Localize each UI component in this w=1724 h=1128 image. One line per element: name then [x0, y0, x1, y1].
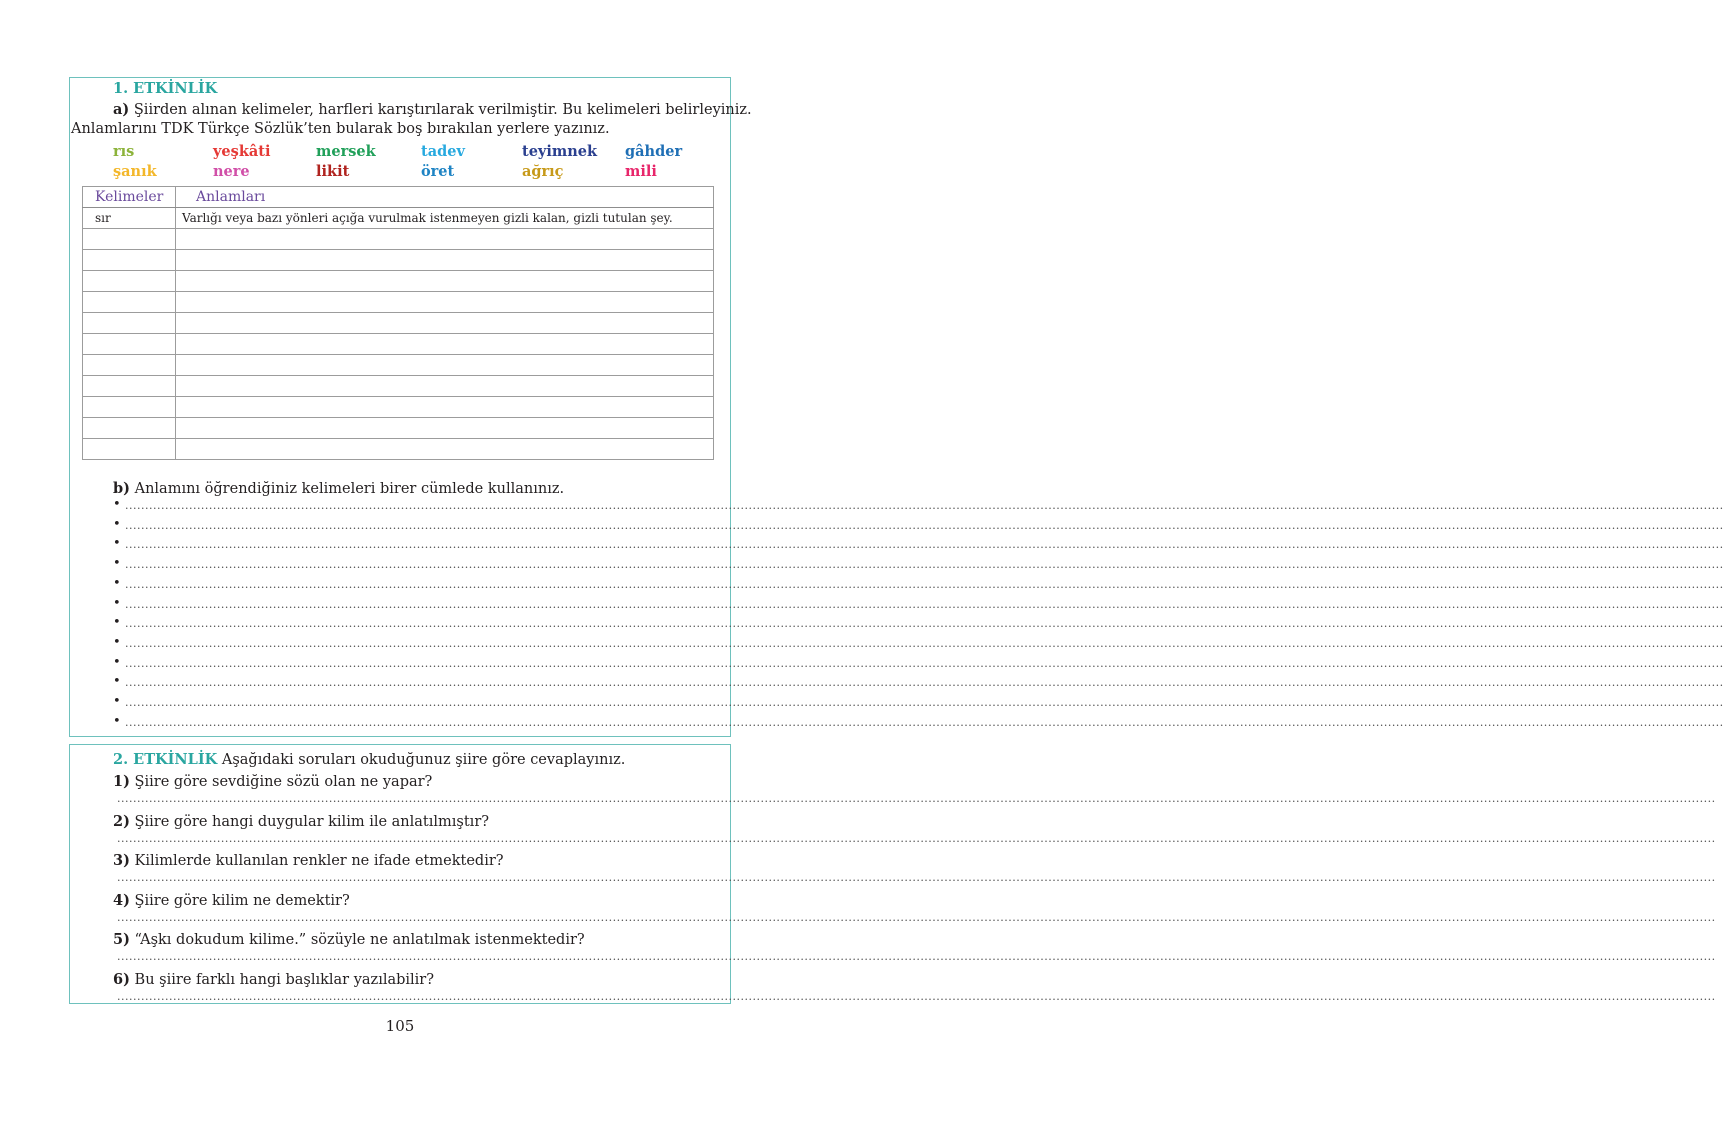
- question-5: [113, 931, 585, 948]
- table-row: [83, 250, 714, 271]
- word-cell[interactable]: [83, 334, 176, 355]
- meaning-cell[interactable]: [176, 271, 714, 292]
- answer-line[interactable]: ................................................................................................................................................................................................................................................................................................................................................................................................................: [125, 715, 1724, 729]
- part-b-text: Anlamını öğrendiğiniz kelimeleri birer cümlede kullanınız.: [130, 481, 565, 497]
- table-row: [83, 229, 714, 250]
- word-cell[interactable]: [83, 418, 176, 439]
- question-2: [113, 813, 489, 830]
- word-meaning-table: [82, 186, 714, 460]
- word-cell[interactable]: [83, 376, 176, 397]
- meaning-cell[interactable]: [176, 292, 714, 313]
- question-text: Kilimlerde kullanılan renkler ne ifade etmektedir?: [129, 853, 504, 869]
- table-row: [83, 334, 714, 355]
- table-header-row: [83, 187, 714, 208]
- meaning-cell[interactable]: [176, 313, 714, 334]
- scrambled-word: öret: [421, 163, 455, 180]
- answer-line[interactable]: ................................................................................................................................................................................................................................................................................................................................................................................................................: [125, 577, 1724, 591]
- question-text: Şiire göre hangi duygular kilim ile anlatılmıştır?: [129, 813, 490, 830]
- bullet-marker: •: [113, 595, 121, 611]
- word-cell[interactable]: [83, 250, 176, 271]
- table-row: [83, 292, 714, 313]
- activity-1-title: 1. ETKİNLİK: [113, 80, 218, 97]
- answer-line[interactable]: ................................................................................................................................................................................................................................................................................................................................................................................................................: [125, 676, 1724, 690]
- scrambled-word: yeşkâti: [213, 143, 271, 160]
- scrambled-word: tadev: [421, 143, 465, 160]
- question-6: [113, 971, 434, 988]
- answer-line[interactable]: ................................................................................................................................................................................................................................................................................................................................................................................................................: [125, 538, 1724, 552]
- scrambled-word: rıs: [113, 143, 135, 160]
- part-b-instruction: [113, 480, 564, 497]
- bullet-marker: •: [113, 615, 121, 631]
- bullet-marker: •: [113, 516, 121, 532]
- activity-2-heading: [113, 751, 625, 768]
- table-row: [83, 355, 714, 376]
- question-4: [113, 892, 350, 909]
- bullet-marker: •: [113, 556, 121, 572]
- answer-line[interactable]: ................................................................................................................................................................................................................................................................................................................................................................................................................: [117, 871, 1716, 884]
- question-1: [113, 773, 432, 790]
- question-text: Şiire göre kilim ne demektir?: [129, 892, 350, 909]
- part-b-label: b): [113, 480, 130, 497]
- question-number: 3): [113, 852, 130, 869]
- header-kelimeler: Kelimeler: [83, 187, 176, 208]
- meaning-cell[interactable]: [176, 397, 714, 418]
- part-a-label: a): [113, 101, 130, 118]
- bullet-marker: •: [113, 575, 121, 591]
- meaning-cell[interactable]: [176, 334, 714, 355]
- question-text: “Aşkı dokudum kilime.” sözüyle ne anlatılmak istenmektedir?: [129, 932, 585, 948]
- table-row: [83, 418, 714, 439]
- scrambled-word: teyimnek: [522, 143, 598, 160]
- bullet-marker: •: [113, 536, 121, 552]
- question-text: Şiire göre sevdiğine sözü olan ne yapar?: [129, 774, 433, 790]
- header-anlamlari: Anlamları: [176, 187, 714, 208]
- answer-line[interactable]: ................................................................................................................................................................................................................................................................................................................................................................................................................: [117, 792, 1716, 805]
- question-number: 4): [113, 891, 130, 909]
- answer-line[interactable]: ................................................................................................................................................................................................................................................................................................................................................................................................................: [125, 597, 1724, 611]
- answer-line[interactable]: ................................................................................................................................................................................................................................................................................................................................................................................................................: [117, 831, 1716, 845]
- question-number: 2): [113, 812, 130, 830]
- bullet-marker: •: [113, 694, 121, 709]
- table-row: [83, 376, 714, 397]
- answer-line[interactable]: ................................................................................................................................................................................................................................................................................................................................................................................................................: [117, 989, 1716, 1003]
- scrambled-word: ağrıç: [522, 163, 564, 180]
- word-cell[interactable]: [83, 229, 176, 250]
- word-cell[interactable]: [83, 292, 176, 313]
- meaning-cell[interactable]: [176, 355, 714, 376]
- table-row: [83, 208, 714, 229]
- answer-line[interactable]: ................................................................................................................................................................................................................................................................................................................................................................................................................: [125, 558, 1724, 572]
- word-cell[interactable]: [83, 271, 176, 292]
- activity-2-title: 2. ETKİNLİK: [113, 751, 218, 768]
- question-3: [113, 852, 504, 869]
- question-number: 1): [113, 773, 130, 790]
- scrambled-word: mili: [625, 163, 657, 180]
- bullet-marker: •: [113, 674, 121, 690]
- word-cell[interactable]: [83, 313, 176, 334]
- answer-line[interactable]: ................................................................................................................................................................................................................................................................................................................................................................................................................: [125, 518, 1724, 532]
- meaning-cell[interactable]: [176, 439, 714, 460]
- word-cell[interactable]: [83, 397, 176, 418]
- scrambled-word: mersek: [316, 143, 376, 160]
- scrambled-word: nere: [213, 163, 250, 180]
- part-a-text-line2: Anlamlarını TDK Türkçe Sözlük’ten bularak boş bırakılan yerlere yazınız.: [71, 121, 610, 137]
- word-cell[interactable]: [83, 439, 176, 460]
- scrambled-word: şanık: [113, 163, 157, 180]
- question-number: 6): [113, 970, 130, 988]
- part-a-instruction: [113, 101, 752, 118]
- meaning-cell[interactable]: [176, 250, 714, 271]
- question-number: 5): [113, 931, 130, 948]
- table-row: [83, 439, 714, 460]
- answer-line[interactable]: ................................................................................................................................................................................................................................................................................................................................................................................................................: [125, 499, 1724, 512]
- word-cell[interactable]: sır: [83, 208, 176, 229]
- answer-line[interactable]: ................................................................................................................................................................................................................................................................................................................................................................................................................: [117, 910, 1716, 924]
- part-a-text-line1: Şiirden alınan kelimeler, harfleri karıştırılarak verilmiştir. Bu kelimeleri belirleyiniz.: [129, 102, 752, 118]
- word-cell[interactable]: [83, 355, 176, 376]
- answer-line[interactable]: ................................................................................................................................................................................................................................................................................................................................................................................................................: [117, 950, 1716, 963]
- meaning-cell[interactable]: [176, 418, 714, 439]
- meaning-cell[interactable]: Varlığı veya bazı yönleri açığa vurulmak istenmeyen gizli kalan, gizli tutulan şey.: [176, 208, 714, 229]
- bullet-marker: •: [113, 654, 121, 670]
- page-number: 105: [385, 1017, 415, 1035]
- meaning-cell[interactable]: [176, 229, 714, 250]
- answer-line[interactable]: ................................................................................................................................................................................................................................................................................................................................................................................................................: [125, 696, 1724, 709]
- bullet-marker: •: [113, 497, 121, 512]
- answer-line[interactable]: ................................................................................................................................................................................................................................................................................................................................................................................................................: [125, 656, 1724, 670]
- table-row: [83, 271, 714, 292]
- scrambled-word: likit: [316, 163, 350, 180]
- meaning-cell[interactable]: [176, 376, 714, 397]
- bullet-marker: •: [113, 713, 121, 729]
- table-row: [83, 397, 714, 418]
- answer-line[interactable]: ................................................................................................................................................................................................................................................................................................................................................................................................................: [125, 617, 1724, 631]
- bullet-marker: •: [113, 634, 121, 650]
- table-row: [83, 313, 714, 334]
- activity-2-intro: Aşağıdaki soruları okuduğunuz şiire göre cevaplayınız.: [217, 752, 626, 768]
- question-text: Bu şiire farklı hangi başlıklar yazılabilir?: [129, 971, 435, 988]
- scrambled-word: gâhder: [625, 143, 683, 160]
- answer-line[interactable]: ................................................................................................................................................................................................................................................................................................................................................................................................................: [125, 636, 1724, 650]
